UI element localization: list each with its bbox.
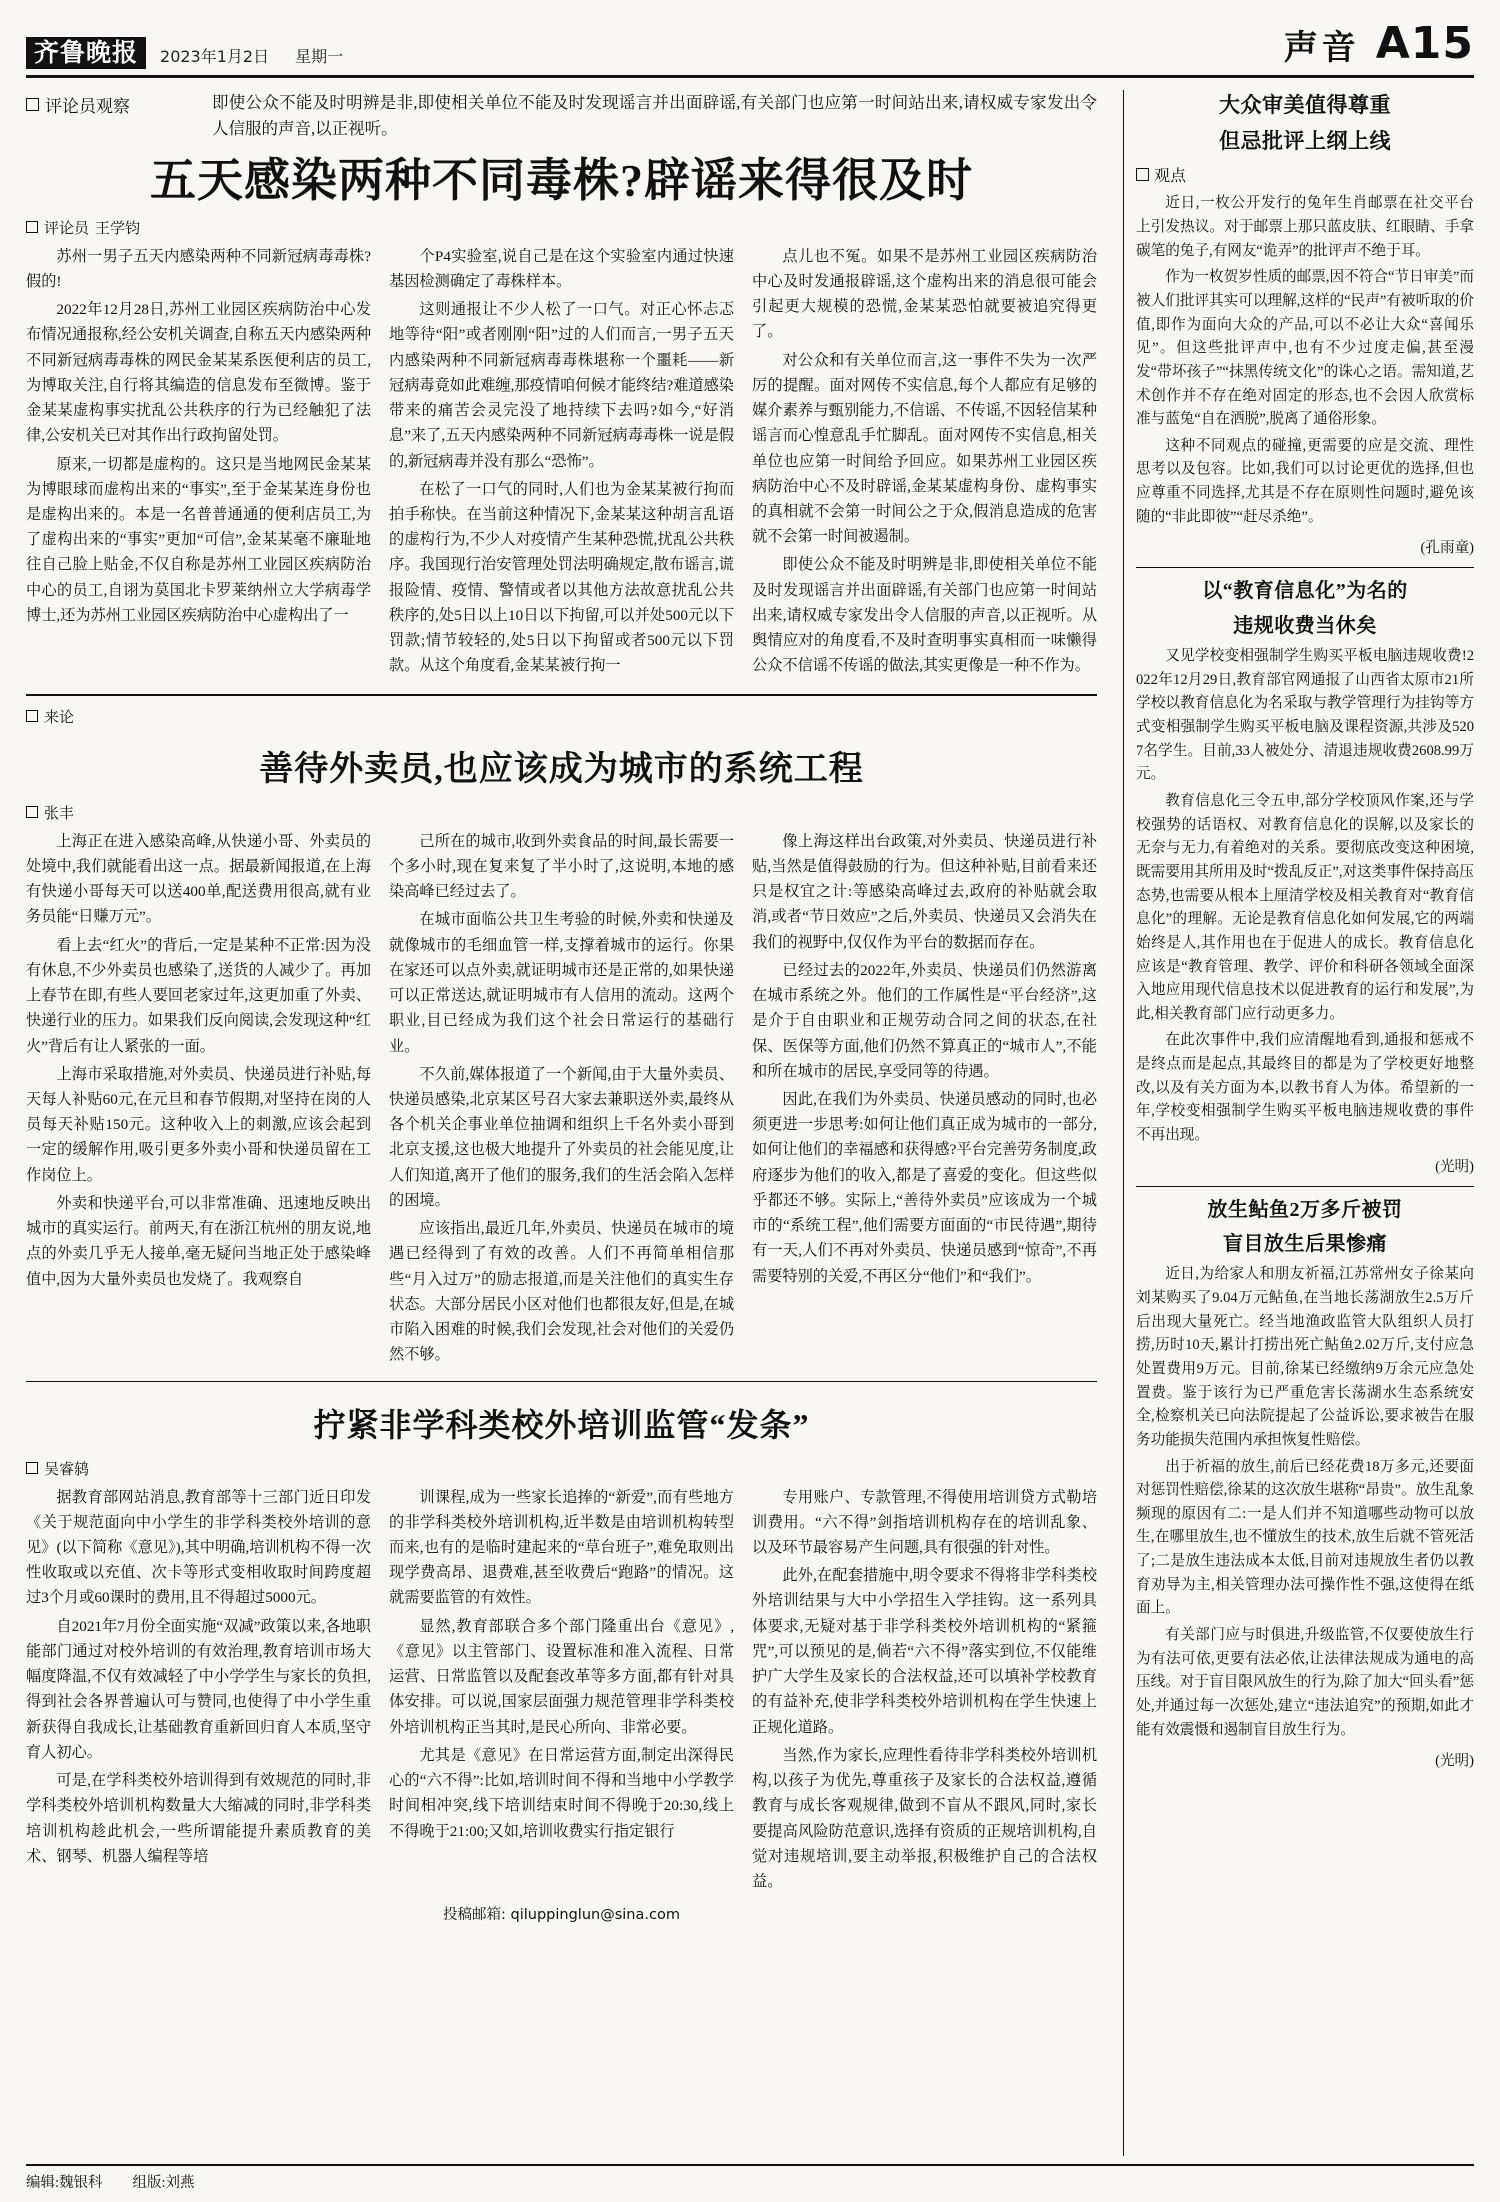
lead-byline: [26, 217, 1097, 238]
article2-col-1: [26, 829, 371, 1371]
lead-columns: [26, 244, 1097, 682]
byline-role: 评论员: [44, 220, 90, 237]
opinion3-title-line1: 放生鲇鱼2万多斤被罚: [1207, 1198, 1403, 1221]
paragraph: 这则通报让不少人松了一口气。对正心怀忐忑地等待“阳”或者刚刚“阳”过的人们而言,一男子五天内感染两种不同新冠病毒毒株堪称一个噩耗——新冠病毒竟如此难缠,那疫情咱何候才能终结?难道感染带来的痛苦会灵完没了地持续下去吗?如今,“好消息”来了,五天内感染两种不同新冠病毒毒株一说是假的,新冠病毒并没有那么“恐怖”。: [389, 301, 734, 470]
paragraph: 己所在的城市,收到外卖食品的时间,最长需要一个多小时,现在复来复了半小时了,这说明,本地的感染高峰已经过去了。: [389, 832, 734, 901]
paragraph: 显然,教育部联合多个部门隆重出台《意见》,《意见》以主管部门、设置标准和准入流程、日常运营、日常监管以及配套改革等多方面,都有针对具体安排。可以说,国家层面强力规范管理非学科类校外培训机构正当其时,是民心所向、非常必要。: [389, 1617, 734, 1736]
footer-layout: 组版:刘燕: [132, 2175, 195, 2191]
paragraph: 自2021年7月份全面实施“双减”政策以来,各地职能部门通过对校外培训的有效治理,教育培训市场大幅度降温,不仅有效减轻了中小学学生与家长的负担,得到社会各界普遍认可与赞同,也使得了中小学生重新获得自我成长,让基础教育重新回归育人本质,坚守育人初心。: [26, 1617, 371, 1761]
square-bullet-icon: [1136, 168, 1149, 181]
opinion2-title-line2: 违规收费当休矣: [1233, 614, 1377, 637]
paragraph: 当然,作为家长,应理性看待非学科类校外培训机构,以孩子为优先,尊重孩子及家长的合法权益,遵循教育与成长客观规律,做到不盲从不跟风,同时,家长要提高风险防范意识,选择有资质的正规培训机构,自觉对违规培训,要主动举报,积极维护自己的合法权益。: [752, 1746, 1097, 1891]
paragraph: 对公众和有关单位而言,这一事件不失为一次严厉的提醒。面对网传不实信息,每个人都应有足够的媒介素养与甄别能力,不信谣、不传谣,不因轻信某种谣言而心惶意乱手忙脚乱。面对网传不实信息,相关单位也应第一时间给予回应。如果苏州工业园区疾病防治中心不及时辟谣,金某某虚构身份、虚构事实的真相就不会第一时间公之于众,假消息造成的危害就不会第一时间被遏制。: [752, 351, 1097, 546]
article2-byline: [26, 802, 1097, 823]
paragraph: 作为一枚贺岁性质的邮票,因不符合“节日审美”而被人们批评其实可以理解,这样的“民声”有被听取的价值,即作为面向大众的产品,可以不必让大众“喜闻乐见”。但这些批评声中,也有不少过度走偏,甚至漫发“带坏孩子”“抹黑传统文化”的诛心之语。需知道,艺术创作并不存在绝对固定的形态,也不会因人欣赏标准与蓝兔“自在洒脱”,脱离了通俗形象。: [1136, 269, 1474, 428]
lead-col-2: [389, 244, 734, 682]
paragraph: 尤其是《意见》在日常运营方面,制定出深得民心的“六不得”:比如,培训时间不得和当地中小学教学时间相冲突,线下培训结束时间不得晚于20:30,线上不得晚于21:00;又如,培训收费实行指定银行: [389, 1746, 734, 1840]
opinion3-title-line2: 盲目放生后果惨痛: [1223, 1233, 1387, 1256]
opinion-label: 观点: [1154, 168, 1187, 186]
byline-author: 张丰: [44, 805, 75, 822]
divider: [1136, 567, 1474, 568]
kicker-contribution: [26, 706, 1097, 727]
section-name: 声音: [1283, 30, 1360, 67]
article2-columns: [26, 829, 1097, 1371]
paragraph: 苏州一男子五天内感染两种不同新冠病毒毒株?假的!: [26, 247, 371, 290]
paragraph: 此外,在配套措施中,明令要求不得将非学科类校外培训结果与大中小学招生入学挂钩。这一系列具体要求,无疑对基于非学科类校外培训机构的“紧箍咒”,可以预见的是,倘若“六不得”落实到位,不仅能维护广大学生及家长的合法权益,还可以填补学校教育的有益补充,使非学科类校外培训机构在学生快速上正规化道路。: [752, 1567, 1097, 1736]
paragraph: 不久前,媒体报道了一个新闻,由于大量外卖员、快递员感染,北京某区号召大家去兼职送外卖,最终从各个机关企事业单位抽调和组织上千名外卖小哥到北京支援,这也极大地提升了外卖员的社会能见度,让人们知道,离开了他们的服务,我们的生活会陷入怎样的困境。: [389, 1065, 734, 1209]
paragraph: 教育信息化三令五申,部分学校顶风作案,还与学校强势的话语权、对教育信息化的误解,以及家长的无奈与无力,有着绝对的关系。要彻底改变这种困境,既需要用其所用及时“拨乱反正”,对这类事件保持高压态势,也需要从根本上厘清学校及相关教育对“教育信息化”的理解。无论是教育信息化如何发展,它的两端始终是人,其作用也在于促进人的成长。教育信息化应该是“教育管理、教学、评价和科研各领域全面深入地应用现代信息技术以促进教育的运行和发展”,为此,相关教育部门应行动更多力。: [1136, 793, 1474, 1022]
article2-headline: 善待外卖员,也应该成为城市的系统工程: [259, 750, 864, 788]
opinion3-signature: (光明): [1435, 1753, 1474, 1770]
paragraph: 可是,在学科类校外培训得到有效规范的同时,非学科类校外培训机构数量大大缩减的同时,非学科类培训机构趁此机会,一些所谓能提升素质教育的美术、钢琴、机器人编程等培: [26, 1772, 371, 1865]
paragraph: 即使公众不能及时明辨是非,即使相关单位不能及时发现谣言并出面辟谣,有关部门也应第一时间站出来,请权威专家发出令人信服的声音,以正视听。从舆情应对的角度看,不及时查明事实真相而一味懒得公众不信谣不传谣的做法,其实更像是一种不作为。: [752, 556, 1097, 675]
opinion1-title-line2: 但忌批评上纲上线: [1219, 128, 1391, 153]
paragraph: 又见学校变相强制学生购买平板电脑违规收费!2022年12月29日,教育部官网通报了山西省太原市21所学校以教育信息化为名采取与教学管理行为挂钩等方式变相强制学生购买平板电脑及课程资源,共涉及5207名学生。目前,33人被处分、清退违规收费2608.99万元。: [1136, 648, 1474, 783]
paragraph: 上海市采取措施,对外卖员、快递员进行补贴,每天每人补贴60元,在元旦和春节假期,对坚持在岗的人员每天补贴150元。这种收入上的刺激,应该会起到一定的缓解作用,吸引更多外卖小哥和快递员留在工作岗位上。: [26, 1065, 371, 1184]
divider: [1136, 1186, 1474, 1187]
kicker-opinion: [1136, 163, 1474, 186]
paragraph: 上海正在进入感染高峰,从快递小哥、外卖员的处境中,我们就能看出这一点。据最新闻报道,在上海有快递小哥每天可以送400单,配送费用很高,就有业务员能“日赚万元”。: [26, 832, 371, 926]
publication-date: 2023年1月2日: [160, 47, 270, 66]
kicker-label: 评论员观察: [45, 97, 130, 116]
paragraph: 应该指出,最近几年,外卖员、快递员在城市的境遇已经得到了有效的改善。人们不再简单相信那些“月入过万”的励志报道,而是关注他们的真实生存状态。大部分居民小区对他们也都很友好,但是,在城市陷入困难的时候,我们会发现,社会对他们的关爱仍然不够。: [389, 1220, 734, 1364]
paragraph: 外卖和快递平台,可以非常准确、迅速地反映出城市的真实运行。前两天,有在浙江杭州的朋友说,地点的外卖几乎无人接单,毫无疑问当地正处于感染峰值中,因为大量外卖员也发烧了。我观察自: [26, 1194, 371, 1288]
opinion-column: [1136, 90, 1474, 2156]
paragraph: 有关部门应与时俱进,升级监管,不仅要使放生行为有法可依,更要有法必依,让法律法规成为通电的高压线。对于盲目限风放生的行为,除了加大“回头看”惩处,并通过每一次惩处,建立“违法追究”的预期,如此才能有效震慑和遏制盲目放生行为。: [1136, 1627, 1474, 1738]
article3-columns: [26, 1485, 1097, 1898]
article3-col-1: [26, 1485, 371, 1898]
lead-headline: 五天感染两种不同毒株?辟谣来得很及时: [150, 155, 973, 207]
divider: [26, 1381, 1097, 1382]
opinion1-signature: (孔雨童): [1420, 540, 1474, 557]
paragraph: 专用账户、专款管理,不得使用培训贷方式勒培训费用。“六不得”剑指培训机构存在的培训乱象、以及环节最容易产生问题,具有很强的针对性。: [752, 1488, 1097, 1557]
opinion1-title-line1: 大众审美值得尊重: [1219, 93, 1391, 117]
paragraph: 近日,为给家人和朋友祈福,江苏常州女子徐某向刘某购买了9.04万元鲇鱼,在当地长荡湖放生2.5万斤后出现大量死亡。经当地渔政监管大队组织人员打捞,历时10天,累计打捞出死亡鲇鱼2.02万斤,支付应急处置费用9万元。目前,徐某已经缴纳9万余元应急处置费。鉴于该行为已严重危害长荡湖水生态系统安全,检察机关已向法院提起了公益诉讼,要求被告在服务功能损失范围内承担恢复性赔偿。: [1136, 1266, 1474, 1448]
page-number: A15: [1375, 18, 1474, 69]
page-body: [26, 90, 1474, 2156]
paragraph: 出于祈福的放生,前后已经花费18万多元,还要面对惩罚性赔偿,徐某的这次放生堪称“昂贵”。放生乱象频现的原因有二:一是人们并不知道哪些动物可以放生,在哪里放生,也不懂放生的技术,放生后就不管死活了;二是放生违法成本太低,目前对违规放生者仍以教育劝导为主,相关管理办法可操作性不强,这使得在纸面上。: [1136, 1458, 1474, 1617]
paragraph: 个P4实验室,说自己是在这个实验室内通过快速基因检测确定了毒株样本。: [389, 247, 734, 290]
paragraph: 原来,一切都是虚构的。这只是当地网民金某某为博眼球而虚构出来的“事实”,至于金某某连身份也是虚构出来的。本是一名普普通通的便利店员工,为了虚构出来的“事实”更加“可信”,金某某毫不廉耻地往自己脸上贴金,不仅自称是苏州工业园区疾病防治中心的员工,自诩为莫国北卡罗莱纳州立大学病毒学博士,还为苏州工业园区疾病防治中心虚构出了一: [26, 455, 371, 624]
paragraph: 因此,在我们为外卖员、快递员感动的同时,也必须更进一步思考:如何让他们真正成为城市的一部分,如何让他们的幸福感和获得感?平台完善劳务制度,政府逐步为他们的收入,都是了喜爱的变化。但这些似乎都还不够。实际上,“善待外卖员”应该成为一个城市的“系统工程”,他们需要方面面的“市民待遇”,期待有一天,人们不再对外卖员、快递员感到“惊奇”,不再需要特别的关爱,不再区分“他们”和“我们”。: [752, 1090, 1097, 1285]
main-content: [26, 90, 1111, 2156]
paragraph: 已经过去的2022年,外卖员、快递员们仍然游离在城市系统之外。他们的工作属性是“平台经济”,这是介于自由职业和正规劳动合同之间的状态,在社保、医保等方面,他们仍然不算真正的“城市人”,不能和所在城市的居民,享受同等的待遇。: [752, 961, 1097, 1080]
page-footer: [26, 2164, 1474, 2192]
footer-editor: 编辑:魏银科: [26, 2175, 103, 2191]
newspaper-logo: 齐鲁晚报: [26, 37, 146, 69]
article3-col-2: [389, 1485, 734, 1898]
article3-headline: 拧紧非学科类校外培训监管“发条”: [313, 1406, 810, 1443]
paragraph: 训课程,成为一些家长追捧的“新爱”,而有些地方的非学科类校外培训机构,近半数是由培训机构转型而来,也有的是临时建起来的“草台班子”,难免取则出现学费高昂、退费难,甚至收费后“跑路”的情况。这就需要监管的有效性。: [389, 1488, 734, 1607]
square-bullet-icon: [26, 1462, 38, 1474]
paragraph: 近日,一枚公开发行的兔年生肖邮票在社交平台上引发热议。对于邮票上那只蓝皮肤、红眼睛、手拿碳笔的兔子,有网友“诡弄”的批评声不绝于耳。: [1136, 195, 1474, 259]
article2-col-3: [752, 829, 1097, 1371]
article3-col-3: [752, 1485, 1097, 1898]
paragraph: 点儿也不冤。如果不是苏州工业园区疾病防治中心及时发通报辟谣,这个虚构出来的消息很可能会引起更大规模的恐慌,金某某恐怕就要被追究得更了。: [752, 247, 1097, 341]
paragraph: 像上海这样出台政策,对外卖员、快递员进行补贴,当然是值得鼓励的行为。但这种补贴,目前看来还只是权宜之计:等感染高峰过去,政府的补贴就会取消,或者“节日效应”之后,外卖员、快递员又会消失在我们的视野中,仅仅作为平台的数据而存在。: [752, 832, 1097, 951]
lead-col-1: [26, 244, 371, 682]
column-separator: [1123, 90, 1124, 2156]
editor-note: [26, 90, 1097, 141]
article2-col-2: [389, 829, 734, 1371]
byline-author: 吴睿鸫: [44, 1461, 90, 1478]
paragraph: 在城市面临公共卫生考验的时候,外卖和快递及就像城市的毛细血管一样,支撑着城市的运行。你果在家还可以点外卖,就证明城市还是正常的,如果快递可以正常送达,就证明城市有人信用的流动。这两个职业,目已经成为我们这个社会日常运行的基础行业。: [389, 911, 734, 1055]
paragraph: 2022年12月28日,苏州工业园区疾病防治中心发布情况通报称,经公安机关调查,自称五天内感染两种不同新冠病毒毒株的网民金某某系医便利店的员工,为博取关注,自行将其编造的信息发布至微博。鉴于金某某虚构事实扰乱公共秩序的行为已经触犯了法律,公安机关已对其作出行政拘留处罚。: [26, 301, 371, 445]
lead-col-3: [752, 244, 1097, 682]
opinion2-signature: (光明): [1435, 1158, 1474, 1175]
byline-author: 王学钧: [95, 220, 141, 237]
paragraph: 据教育部网站消息,教育部等十三部门近日印发《关于规范面向中小学生的非学科类校外培训的意见》(以下简称《意见》),其中明确,培训机构不得一次性收取或以充值、次卡等形式变相收取时间跨度超过3个月或60课时的费用,且不得超过5000元。: [26, 1488, 371, 1607]
editor-note-text: 即使公众不能及时明辨是非,即使相关单位不能及时发现谣言并出面辟谣,有关部门也应第一时间站出来,请权威专家发出令人信服的声音,以正视听。: [212, 93, 1097, 138]
kicker-label: 来论: [44, 709, 75, 726]
masthead-right: [1284, 18, 1474, 69]
paragraph: 在松了一口气的同时,人们也为金某某被行拘而拍手称快。在当前这种情况下,金某某这种胡言乱语的虚构行为,不少人对疫情产生某种恐慌,扰乱公共秩序。我国现行治安管理处罚法明确规定,散布谣言,谎报险情、疫情、警情或者以其他方法故意扰乱公共秩序的,处5日以上10日以下拘留,可以并处500元以下罚款;情节较轻的,处5日以下拘留或者500元以下罚款。从这个角度看,金某某被行拘一: [389, 480, 734, 675]
weekday: 星期一: [295, 49, 344, 66]
masthead: [26, 18, 1474, 78]
divider: [26, 694, 1097, 696]
square-bullet-icon: [26, 806, 38, 818]
square-bullet-icon: [26, 710, 38, 722]
kicker-commentator: [26, 92, 206, 117]
square-bullet-icon: [26, 98, 39, 111]
paragraph: 在此次事件中,我们应清醒地看到,通报和惩戒不是终点而是起点,其最终目的都是为了学校更好地整改,以及有关方面为本,以教书育人为体。希望新的一年,学校变相强制学生购买平板电脑违规收费的事件不再出现。: [1136, 1032, 1474, 1143]
article3-byline: [26, 1458, 1097, 1479]
submission-email[interactable]: 投稿邮箱: qiluppinglun@sina.com: [443, 1907, 680, 1924]
paragraph: 这种不同观点的碰撞,更需要的应是交流、理性思考以及包容。比如,我们可以讨论更优的选择,但也应尊重不同选择,尤其是不存在原则性问题时,避免该随的“非此即彼”“赶尽杀绝”。: [1136, 437, 1474, 525]
opinion2-title-line1: 以“教育信息化”为名的: [1202, 580, 1408, 603]
paragraph: 看上去“红火”的背后,一定是某种不正常:因为没有休息,不少外卖员也感染了,送货的人减少了。再加上春节在即,有些人要回老家过年,这更加重了外卖、快递行业的压力。如果我们反向阅读,会发现这种“红火”背后有让人紧张的一面。: [26, 936, 371, 1055]
square-bullet-icon: [26, 221, 38, 233]
